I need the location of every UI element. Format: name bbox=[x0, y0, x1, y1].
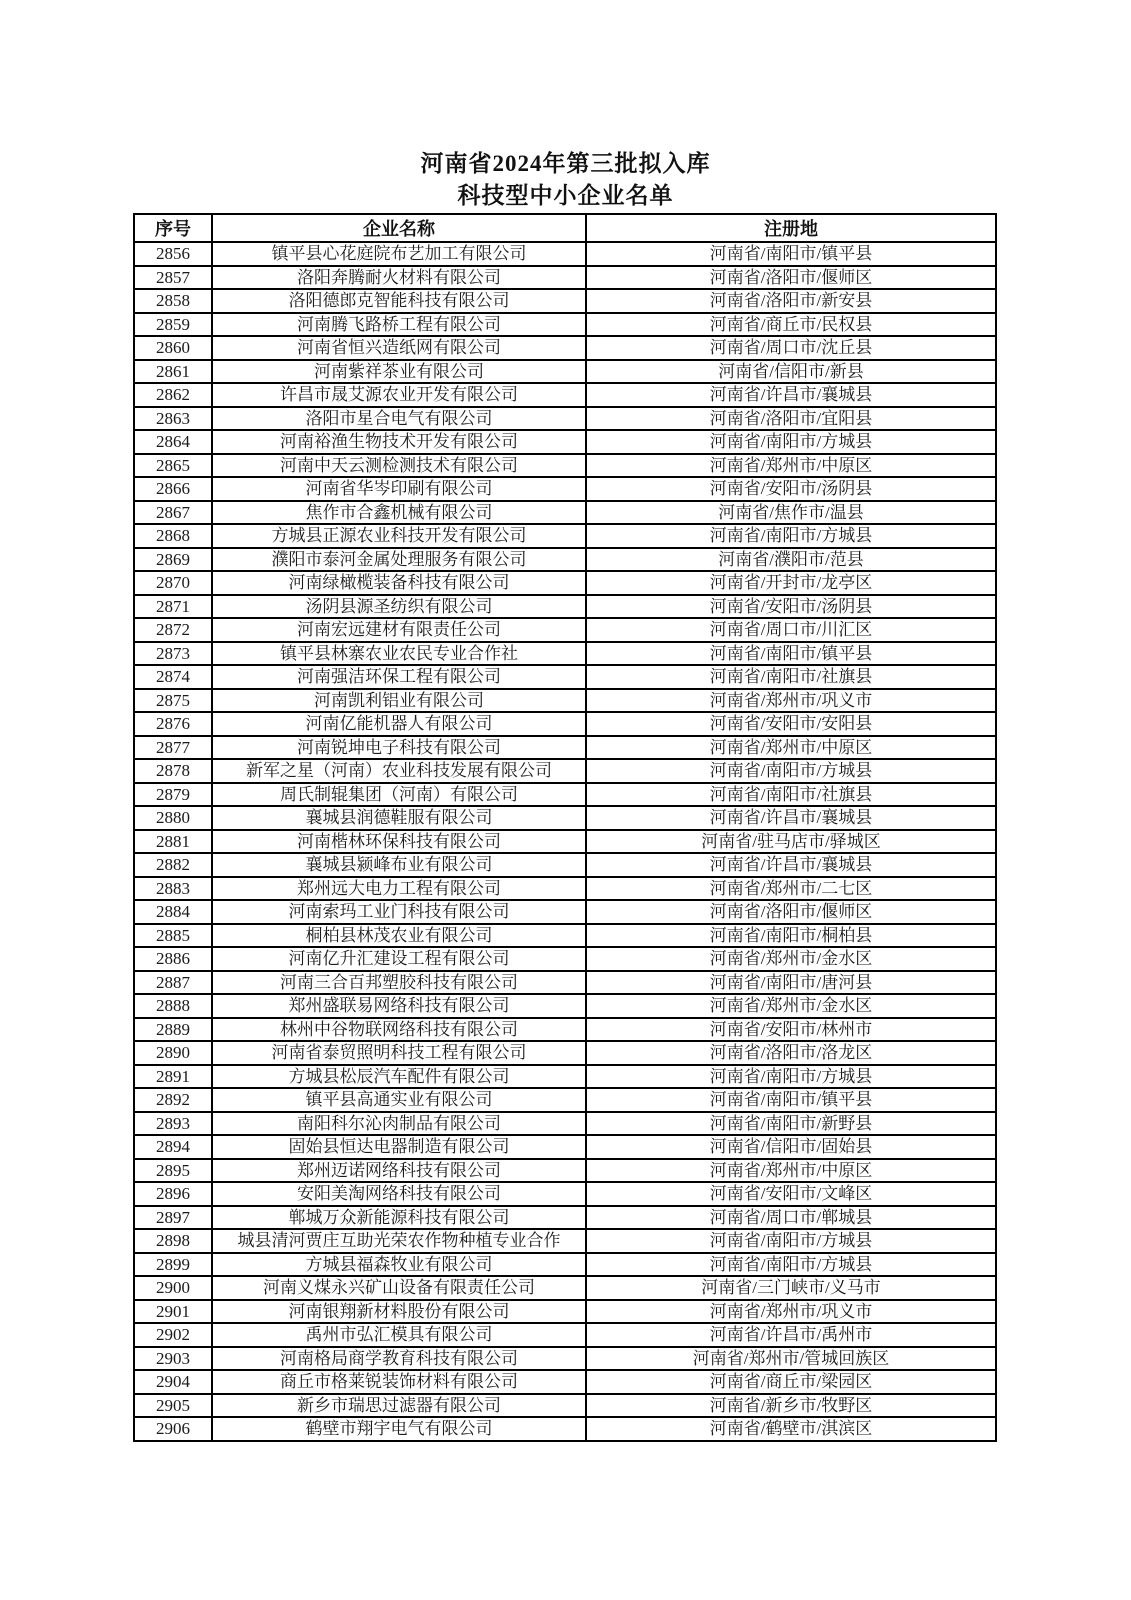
serial-cell: 2867 bbox=[134, 501, 212, 525]
company-name-cell: 洛阳德郎克智能科技有限公司 bbox=[212, 289, 586, 313]
company-name-cell: 镇平县林寨农业农民专业合作社 bbox=[212, 642, 586, 666]
serial-cell: 2892 bbox=[134, 1088, 212, 1112]
serial-cell: 2878 bbox=[134, 759, 212, 783]
table-row bbox=[134, 289, 996, 313]
company-name-cell: 河南省恒兴造纸网有限公司 bbox=[212, 336, 586, 360]
table-row bbox=[134, 383, 996, 407]
registration-cell: 河南省/周口市/沈丘县 bbox=[586, 336, 996, 360]
serial-cell: 2886 bbox=[134, 947, 212, 971]
registration-cell: 河南省/周口市/川汇区 bbox=[586, 618, 996, 642]
serial-cell: 2879 bbox=[134, 783, 212, 807]
serial-cell: 2872 bbox=[134, 618, 212, 642]
serial-cell: 2897 bbox=[134, 1206, 212, 1230]
registration-cell: 河南省/安阳市/林州市 bbox=[586, 1018, 996, 1042]
company-name-cell: 河南义煤永兴矿山设备有限责任公司 bbox=[212, 1276, 586, 1300]
table-row bbox=[134, 1065, 996, 1089]
company-name-cell: 河南索玛工业门科技有限公司 bbox=[212, 900, 586, 924]
table-row bbox=[134, 360, 996, 384]
company-name-cell: 河南亿能机器人有限公司 bbox=[212, 712, 586, 736]
registration-cell: 河南省/郑州市/金水区 bbox=[586, 947, 996, 971]
serial-cell: 2890 bbox=[134, 1041, 212, 1065]
company-name-cell: 洛阳奔腾耐火材料有限公司 bbox=[212, 266, 586, 290]
serial-cell: 2860 bbox=[134, 336, 212, 360]
serial-cell: 2884 bbox=[134, 900, 212, 924]
serial-cell: 2895 bbox=[134, 1159, 212, 1183]
registration-cell: 河南省/郑州市/金水区 bbox=[586, 994, 996, 1018]
table-header-row bbox=[134, 214, 996, 242]
registration-cell: 河南省/安阳市/汤阴县 bbox=[586, 477, 996, 501]
serial-cell: 2899 bbox=[134, 1253, 212, 1277]
serial-cell: 2865 bbox=[134, 454, 212, 478]
serial-cell: 2871 bbox=[134, 595, 212, 619]
serial-cell: 2889 bbox=[134, 1018, 212, 1042]
company-name-cell: 镇平县高通实业有限公司 bbox=[212, 1088, 586, 1112]
table-row bbox=[134, 642, 996, 666]
company-name-cell: 郑州迈诺网络科技有限公司 bbox=[212, 1159, 586, 1183]
serial-cell: 2868 bbox=[134, 524, 212, 548]
registration-cell: 河南省/南阳市/镇平县 bbox=[586, 642, 996, 666]
company-name-cell: 桐柏县林茂农业有限公司 bbox=[212, 924, 586, 948]
table-row bbox=[134, 806, 996, 830]
registration-cell: 河南省/郑州市/巩义市 bbox=[586, 1300, 996, 1324]
table-row bbox=[134, 313, 996, 337]
company-name-cell: 方城县正源农业科技开发有限公司 bbox=[212, 524, 586, 548]
company-name-cell: 濮阳市泰河金属处理服务有限公司 bbox=[212, 548, 586, 572]
serial-cell: 2870 bbox=[134, 571, 212, 595]
company-name-cell: 河南省华岑印刷有限公司 bbox=[212, 477, 586, 501]
company-name-cell: 河南凯利铝业有限公司 bbox=[212, 689, 586, 713]
table-row bbox=[134, 712, 996, 736]
serial-cell: 2883 bbox=[134, 877, 212, 901]
table-row bbox=[134, 266, 996, 290]
serial-cell: 2862 bbox=[134, 383, 212, 407]
company-name-cell: 方城县福森牧业有限公司 bbox=[212, 1253, 586, 1277]
table-row bbox=[134, 524, 996, 548]
serial-cell: 2858 bbox=[134, 289, 212, 313]
table-row bbox=[134, 1135, 996, 1159]
company-name-cell: 固始县恒达电器制造有限公司 bbox=[212, 1135, 586, 1159]
registration-cell: 河南省/南阳市/方城县 bbox=[586, 759, 996, 783]
serial-cell: 2881 bbox=[134, 830, 212, 854]
company-name-cell: 河南宏远建材有限责任公司 bbox=[212, 618, 586, 642]
serial-cell: 2857 bbox=[134, 266, 212, 290]
serial-cell: 2880 bbox=[134, 806, 212, 830]
company-name-cell: 襄城县润德鞋服有限公司 bbox=[212, 806, 586, 830]
serial-cell: 2900 bbox=[134, 1276, 212, 1300]
company-name-cell: 洛阳市星合电气有限公司 bbox=[212, 407, 586, 431]
registration-cell: 河南省/洛阳市/洛龙区 bbox=[586, 1041, 996, 1065]
registration-cell: 河南省/南阳市/方城县 bbox=[586, 430, 996, 454]
table-row bbox=[134, 1229, 996, 1253]
table-row bbox=[134, 1276, 996, 1300]
table-row bbox=[134, 618, 996, 642]
table-row bbox=[134, 1018, 996, 1042]
serial-cell: 2888 bbox=[134, 994, 212, 1018]
table-row bbox=[134, 736, 996, 760]
registration-cell: 河南省/南阳市/方城县 bbox=[586, 1065, 996, 1089]
table-row bbox=[134, 1347, 996, 1371]
table-row bbox=[134, 595, 996, 619]
table-row bbox=[134, 1182, 996, 1206]
table-row bbox=[134, 759, 996, 783]
company-name-cell: 河南强洁环保工程有限公司 bbox=[212, 665, 586, 689]
registration-cell: 河南省/许昌市/禹州市 bbox=[586, 1323, 996, 1347]
registration-cell: 河南省/安阳市/汤阴县 bbox=[586, 595, 996, 619]
table-body bbox=[134, 242, 996, 1441]
company-name-cell: 河南三合百邦塑胶科技有限公司 bbox=[212, 971, 586, 995]
table-row bbox=[134, 430, 996, 454]
company-name-cell: 周氏制辊集团（河南）有限公司 bbox=[212, 783, 586, 807]
serial-cell: 2894 bbox=[134, 1135, 212, 1159]
company-name-cell: 河南中天云测检测技术有限公司 bbox=[212, 454, 586, 478]
registration-cell: 河南省/南阳市/唐河县 bbox=[586, 971, 996, 995]
registration-cell: 河南省/驻马店市/驿城区 bbox=[586, 830, 996, 854]
table-row bbox=[134, 1417, 996, 1441]
company-name-cell: 镇平县心花庭院布艺加工有限公司 bbox=[212, 242, 586, 266]
serial-cell: 2875 bbox=[134, 689, 212, 713]
company-name-cell: 焦作市合鑫机械有限公司 bbox=[212, 501, 586, 525]
serial-cell: 2902 bbox=[134, 1323, 212, 1347]
registration-cell: 河南省/濮阳市/范县 bbox=[586, 548, 996, 572]
registration-cell: 河南省/南阳市/新野县 bbox=[586, 1112, 996, 1136]
serial-cell: 2864 bbox=[134, 430, 212, 454]
registration-cell: 河南省/许昌市/襄城县 bbox=[586, 806, 996, 830]
registration-cell: 河南省/开封市/龙亭区 bbox=[586, 571, 996, 595]
company-name-cell: 新军之星（河南）农业科技发展有限公司 bbox=[212, 759, 586, 783]
serial-cell: 2882 bbox=[134, 853, 212, 877]
table-row bbox=[134, 1159, 996, 1183]
company-name-cell: 方城县松辰汽车配件有限公司 bbox=[212, 1065, 586, 1089]
company-name-cell: 郑州盛联易网络科技有限公司 bbox=[212, 994, 586, 1018]
table-row bbox=[134, 900, 996, 924]
company-name-cell: 鹤壁市翔宇电气有限公司 bbox=[212, 1417, 586, 1441]
registration-cell: 河南省/南阳市/社旗县 bbox=[586, 783, 996, 807]
registration-cell: 河南省/三门峡市/义马市 bbox=[586, 1276, 996, 1300]
company-name-cell: 河南绿橄榄装备科技有限公司 bbox=[212, 571, 586, 595]
table-row bbox=[134, 548, 996, 572]
serial-cell: 2863 bbox=[134, 407, 212, 431]
table-row bbox=[134, 477, 996, 501]
registration-cell: 河南省/郑州市/中原区 bbox=[586, 736, 996, 760]
registration-cell: 河南省/南阳市/桐柏县 bbox=[586, 924, 996, 948]
serial-cell: 2893 bbox=[134, 1112, 212, 1136]
registration-cell: 河南省/南阳市/方城县 bbox=[586, 1229, 996, 1253]
table-row bbox=[134, 571, 996, 595]
registration-cell: 河南省/南阳市/方城县 bbox=[586, 1253, 996, 1277]
header-company-name: 企业名称 bbox=[212, 214, 586, 242]
registration-cell: 河南省/商丘市/民权县 bbox=[586, 313, 996, 337]
company-name-cell: 新乡市瑞思过滤器有限公司 bbox=[212, 1394, 586, 1418]
serial-cell: 2873 bbox=[134, 642, 212, 666]
company-name-cell: 南阳科尔沁肉制品有限公司 bbox=[212, 1112, 586, 1136]
company-name-cell: 河南紫祥茶业有限公司 bbox=[212, 360, 586, 384]
company-name-cell: 禹州市弘汇模具有限公司 bbox=[212, 1323, 586, 1347]
table-row bbox=[134, 924, 996, 948]
table-row bbox=[134, 1300, 996, 1324]
registration-cell: 河南省/安阳市/安阳县 bbox=[586, 712, 996, 736]
registration-cell: 河南省/南阳市/镇平县 bbox=[586, 242, 996, 266]
registration-cell: 河南省/南阳市/方城县 bbox=[586, 524, 996, 548]
table-row bbox=[134, 853, 996, 877]
table-row bbox=[134, 1088, 996, 1112]
company-name-cell: 河南亿升汇建设工程有限公司 bbox=[212, 947, 586, 971]
company-name-cell: 河南锐坤电子科技有限公司 bbox=[212, 736, 586, 760]
header-registration: 注册地 bbox=[586, 214, 996, 242]
company-name-cell: 河南银翔新材料股份有限公司 bbox=[212, 1300, 586, 1324]
registration-cell: 河南省/南阳市/镇平县 bbox=[586, 1088, 996, 1112]
company-name-cell: 商丘市格莱锐装饰材料有限公司 bbox=[212, 1370, 586, 1394]
registration-cell: 河南省/洛阳市/新安县 bbox=[586, 289, 996, 313]
serial-cell: 2877 bbox=[134, 736, 212, 760]
company-name-cell: 林州中谷物联网络科技有限公司 bbox=[212, 1018, 586, 1042]
table-row bbox=[134, 783, 996, 807]
table-row bbox=[134, 242, 996, 266]
company-table bbox=[133, 213, 997, 1442]
table-row bbox=[134, 336, 996, 360]
company-name-cell: 河南省泰贸照明科技工程有限公司 bbox=[212, 1041, 586, 1065]
registration-cell: 河南省/南阳市/社旗县 bbox=[586, 665, 996, 689]
table-row bbox=[134, 1041, 996, 1065]
registration-cell: 河南省/新乡市/牧野区 bbox=[586, 1394, 996, 1418]
table-row bbox=[134, 454, 996, 478]
company-name-cell: 襄城县颍峰布业有限公司 bbox=[212, 853, 586, 877]
table-row bbox=[134, 1253, 996, 1277]
registration-cell: 河南省/郑州市/巩义市 bbox=[586, 689, 996, 713]
table-row bbox=[134, 947, 996, 971]
title-line-2: 科技型中小企业名单 bbox=[457, 183, 674, 208]
table-row bbox=[134, 994, 996, 1018]
registration-cell: 河南省/郑州市/二七区 bbox=[586, 877, 996, 901]
company-name-cell: 河南格局商学教育科技有限公司 bbox=[212, 1347, 586, 1371]
registration-cell: 河南省/郑州市/中原区 bbox=[586, 454, 996, 478]
serial-cell: 2869 bbox=[134, 548, 212, 572]
serial-cell: 2887 bbox=[134, 971, 212, 995]
registration-cell: 河南省/洛阳市/偃师区 bbox=[586, 266, 996, 290]
serial-cell: 2876 bbox=[134, 712, 212, 736]
registration-cell: 河南省/郑州市/管城回族区 bbox=[586, 1347, 996, 1371]
table-row bbox=[134, 1394, 996, 1418]
serial-cell: 2898 bbox=[134, 1229, 212, 1253]
registration-cell: 河南省/商丘市/梁园区 bbox=[586, 1370, 996, 1394]
serial-cell: 2901 bbox=[134, 1300, 212, 1324]
company-name-cell: 郸城万众新能源科技有限公司 bbox=[212, 1206, 586, 1230]
serial-cell: 2885 bbox=[134, 924, 212, 948]
serial-cell: 2904 bbox=[134, 1370, 212, 1394]
table-row bbox=[134, 665, 996, 689]
registration-cell: 河南省/鹤壁市/淇滨区 bbox=[586, 1417, 996, 1441]
serial-cell: 2861 bbox=[134, 360, 212, 384]
serial-cell: 2859 bbox=[134, 313, 212, 337]
company-name-cell: 河南腾飞路桥工程有限公司 bbox=[212, 313, 586, 337]
table-row bbox=[134, 830, 996, 854]
table-row bbox=[134, 971, 996, 995]
registration-cell: 河南省/洛阳市/宜阳县 bbox=[586, 407, 996, 431]
company-name-cell: 郑州远大电力工程有限公司 bbox=[212, 877, 586, 901]
serial-cell: 2866 bbox=[134, 477, 212, 501]
serial-cell: 2896 bbox=[134, 1182, 212, 1206]
registration-cell: 河南省/许昌市/襄城县 bbox=[586, 383, 996, 407]
company-name-cell: 城县清河贾庄互助光荣农作物种植专业合作 bbox=[212, 1229, 586, 1253]
title-line-1: 河南省2024年第三批拟入库 bbox=[420, 151, 711, 176]
company-name-cell: 河南楷林环保科技有限公司 bbox=[212, 830, 586, 854]
company-name-cell: 安阳美淘网络科技有限公司 bbox=[212, 1182, 586, 1206]
serial-cell: 2891 bbox=[134, 1065, 212, 1089]
table-row bbox=[134, 501, 996, 525]
table-row bbox=[134, 1206, 996, 1230]
company-name-cell: 汤阴县源圣纺织有限公司 bbox=[212, 595, 586, 619]
registration-cell: 河南省/焦作市/温县 bbox=[586, 501, 996, 525]
table-row bbox=[134, 1370, 996, 1394]
document-title bbox=[0, 148, 1131, 212]
serial-cell: 2856 bbox=[134, 242, 212, 266]
registration-cell: 河南省/洛阳市/偃师区 bbox=[586, 900, 996, 924]
table-row bbox=[134, 689, 996, 713]
registration-cell: 河南省/信阳市/新县 bbox=[586, 360, 996, 384]
registration-cell: 河南省/许昌市/襄城县 bbox=[586, 853, 996, 877]
company-name-cell: 许昌市晟艾源农业开发有限公司 bbox=[212, 383, 586, 407]
registration-cell: 河南省/周口市/郸城县 bbox=[586, 1206, 996, 1230]
table-row bbox=[134, 407, 996, 431]
serial-cell: 2874 bbox=[134, 665, 212, 689]
serial-cell: 2903 bbox=[134, 1347, 212, 1371]
serial-cell: 2905 bbox=[134, 1394, 212, 1418]
table-row bbox=[134, 1112, 996, 1136]
header-serial: 序号 bbox=[134, 214, 212, 242]
table-row bbox=[134, 877, 996, 901]
registration-cell: 河南省/安阳市/文峰区 bbox=[586, 1182, 996, 1206]
serial-cell: 2906 bbox=[134, 1417, 212, 1441]
table-row bbox=[134, 1323, 996, 1347]
registration-cell: 河南省/郑州市/中原区 bbox=[586, 1159, 996, 1183]
registration-cell: 河南省/信阳市/固始县 bbox=[586, 1135, 996, 1159]
company-name-cell: 河南裕渔生物技术开发有限公司 bbox=[212, 430, 586, 454]
